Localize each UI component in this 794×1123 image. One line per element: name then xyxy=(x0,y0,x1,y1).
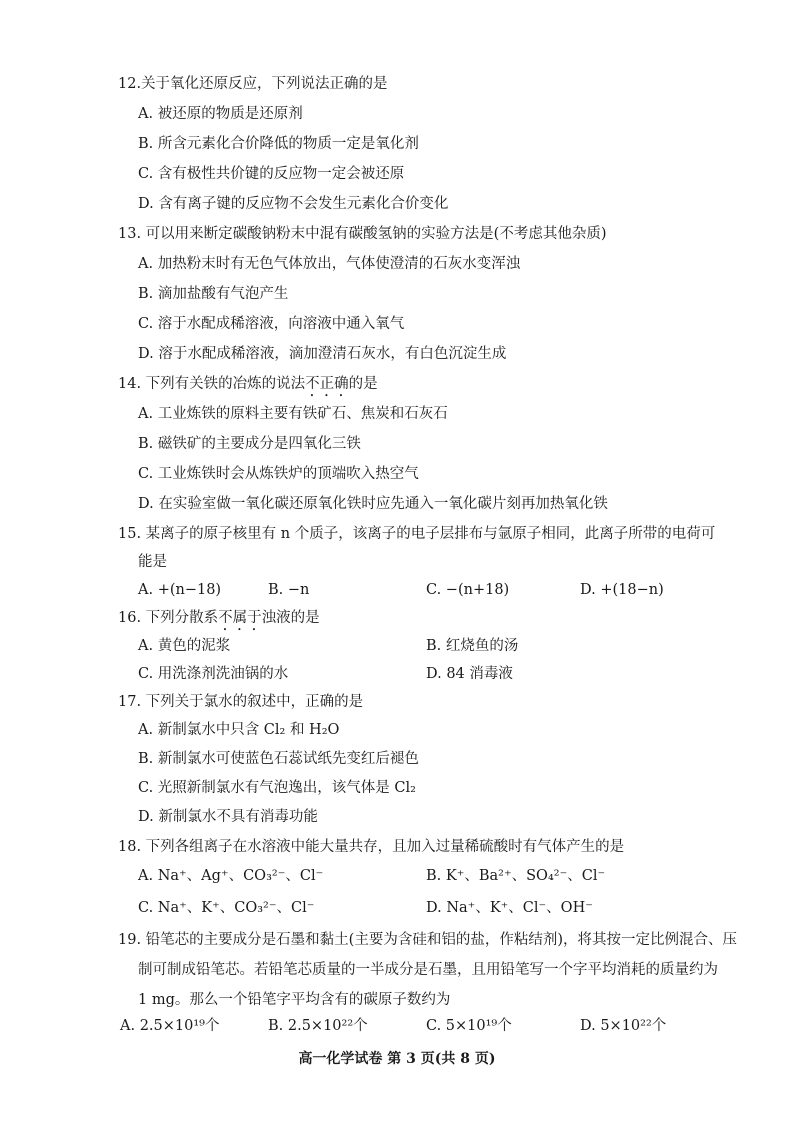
q16-option-b: B. 红烧鱼的汤 xyxy=(426,638,519,654)
q14-stem xyxy=(118,374,378,400)
q15-stem-line2: 能是 xyxy=(138,554,167,570)
q18-option-b: B. K⁺、Ba²⁺、SO₄²⁻、Cl⁻ xyxy=(426,868,606,884)
q12-option-b: B. 所含元素化合价降低的物质一定是氧化剂 xyxy=(138,136,419,152)
q13-option-c: C. 溶于水配成稀溶液，向溶液中通入氧气 xyxy=(138,316,405,332)
q19-stem-line2: 制可制成铅笔芯。若铅笔芯质量的一半成分是石墨，且用铅笔写一个字平均消耗的质量约为 xyxy=(138,962,718,978)
q13-option-b: B. 滴加盐酸有气泡产生 xyxy=(138,286,289,302)
q13-option-d: D. 溶于水配成稀溶液，滴加澄清石灰水，有白色沉淀生成 xyxy=(138,346,507,362)
q19-stem-line3: 1 mg。那么一个铅笔字平均含有的碳原子数约为 xyxy=(138,992,451,1008)
q14-stem-post: 的是 xyxy=(348,376,378,392)
q19-options xyxy=(0,1016,794,1036)
q15-option-b: B. −n xyxy=(268,582,310,598)
q12-option-c: C. 含有极性共价键的反应物一定会被还原 xyxy=(138,166,405,182)
q16-stem-pre: 16. 下列分散系 xyxy=(118,610,219,626)
page-footer: 高一化学试卷 第 3 页(共 8 页) xyxy=(298,1051,496,1067)
q16-stem-post: 浊液的是 xyxy=(261,610,320,626)
q17-option-d: D. 新制氯水不具有消毒功能 xyxy=(138,809,318,825)
q17-option-b: B. 新制氯水可使蓝色石蕊试纸先变红后褪色 xyxy=(138,751,419,767)
q18-options-row1 xyxy=(0,866,794,886)
q15-options xyxy=(0,580,794,600)
q12-option-d: D. 含有离子键的反应物不会发生元素化合价变化 xyxy=(138,196,449,212)
q16-option-a: A. 黄色的泥浆 xyxy=(138,638,231,654)
q14-option-b: B. 磁铁矿的主要成分是四氧化三铁 xyxy=(138,436,361,452)
q16-options-row1 xyxy=(0,636,794,656)
q14-option-d: D. 在实验室做一氧化碳还原氧化铁时应先通入一氧化碳片刻再加热氧化铁 xyxy=(138,496,608,512)
q19-option-a: A. 2.5×10¹⁹个 xyxy=(120,1018,220,1034)
q12-stem: 12.关于氧化还原反应，下列说法正确的是 xyxy=(118,76,388,92)
q13-option-a: A. 加热粉末时有无色气体放出，气体使澄清的石灰水变浑浊 xyxy=(138,256,521,272)
q16-stem-emphasis: 不属于 xyxy=(218,610,262,626)
q19-option-d: D. 5×10²²个 xyxy=(580,1018,667,1034)
q18-option-a: A. Na⁺、Ag⁺、CO₃²⁻、Cl⁻ xyxy=(138,868,324,884)
q12-option-a: A. 被还原的物质是还原剂 xyxy=(138,106,303,122)
q14-stem-emphasis: 不正确 xyxy=(305,376,349,392)
q18-option-d: D. Na⁺、K⁺、Cl⁻、OH⁻ xyxy=(426,900,593,916)
q16-option-c: C. 用洗涤剂洗油锅的水 xyxy=(138,666,289,682)
q15-option-a: A. +(n−18) xyxy=(138,582,222,598)
q14-stem-pre: 14. 下列有关铁的冶炼的说法 xyxy=(118,376,306,392)
q15-option-d: D. +(18−n) xyxy=(580,582,664,598)
q18-stem: 18. 下列各组离子在水溶液中能大量共存，且加入过量稀硫酸时有气体产生的是 xyxy=(118,839,625,855)
q17-option-c: C. 光照新制氯水有气泡逸出，该气体是 Cl₂ xyxy=(138,780,416,796)
q17-option-a: A. 新制氯水中只含 Cl₂ 和 H₂O xyxy=(138,722,340,738)
q18-options-row2 xyxy=(0,898,794,918)
q16-option-d: D. 84 消毒液 xyxy=(426,666,513,682)
q19-option-c: C. 5×10¹⁹个 xyxy=(426,1018,512,1034)
q18-option-c: C. Na⁺、K⁺、CO₃²⁻、Cl⁻ xyxy=(138,900,315,916)
q15-stem-line1: 15. 某离子的原子核里有 n 个质子，该离子的电子层排布与氩原子相同，此离子所带的电荷可 xyxy=(118,526,716,542)
q16-options-row2 xyxy=(0,664,794,684)
q19-stem-line1: 19. 铅笔芯的主要成分是石墨和黏土(主要为含硅和铝的盐，作粘结剂)，将其按一定比例混合、压 xyxy=(118,932,737,948)
q17-stem: 17. 下列关于氯水的叙述中，正确的是 xyxy=(118,694,364,710)
q13-stem: 13. 可以用来断定碳酸钠粉末中混有碳酸氢钠的实验方法是(不考虑其他杂质) xyxy=(118,226,607,242)
q16-stem xyxy=(118,608,320,634)
q15-option-c: C. −(n+18) xyxy=(426,582,510,598)
q14-option-a: A. 工业炼铁的原料主要有铁矿石、焦炭和石灰石 xyxy=(138,406,448,422)
q14-option-c: C. 工业炼铁时会从炼铁炉的顶端吹入热空气 xyxy=(138,466,419,482)
q19-option-b: B. 2.5×10²²个 xyxy=(268,1018,368,1034)
